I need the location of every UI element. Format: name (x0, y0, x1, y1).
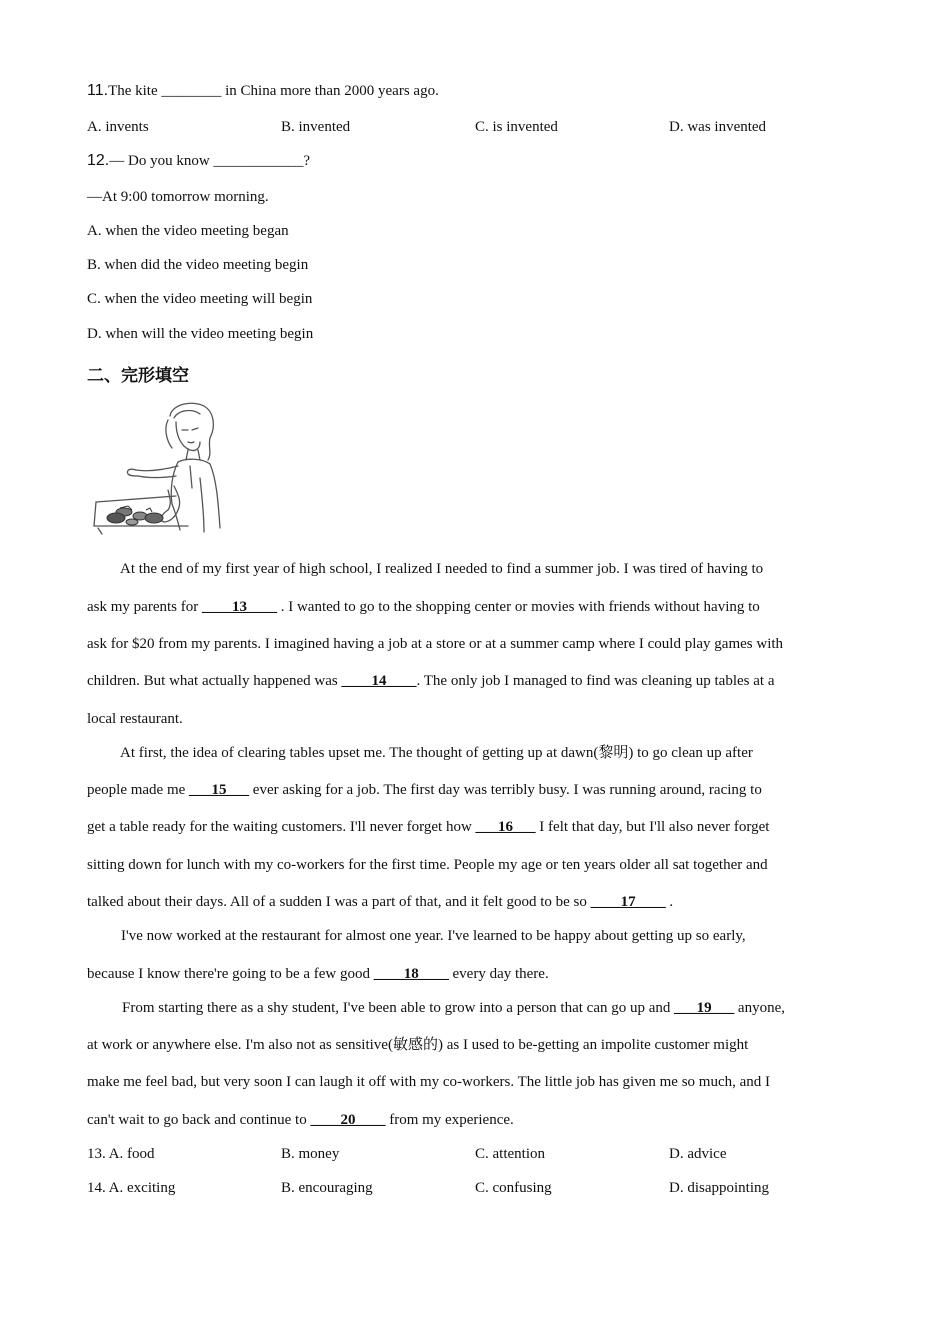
passage-text: ask my parents for (87, 599, 202, 615)
question-text: — Do you know ____________? (109, 153, 311, 169)
passage-text: people made me (87, 782, 190, 798)
blank-14: ____14____ (341, 673, 417, 689)
passage-text: . I wanted to go to the shopping center or movies with friends without having to (276, 599, 760, 615)
passage-line: at work or anywhere else. I'm also not as sensitive(敏感的) as I used to be-getting an impolite customer might (87, 1037, 749, 1053)
passage-line: At the end of my first year of high school, I realized I needed to find a summer job. I was tired of having to (120, 561, 764, 577)
passage-text: talked about their days. All of a sudden I was a part of that, and it felt good to be so (87, 894, 591, 910)
q12-option-c: C. when the video meeting will begin (87, 291, 313, 307)
passage-text: because I know there're going to be a few good (87, 966, 374, 982)
q14-option-b: B. encouraging (281, 1180, 373, 1196)
q11-option-d: D. was invented (669, 119, 767, 135)
q13-option-a: 13. A. food (87, 1146, 155, 1162)
q12-option-b: B. when did the video meeting begin (87, 257, 309, 273)
passage-text: . The only job I managed to find was cleaning up tables at a (416, 673, 775, 689)
passage-line (87, 817, 877, 837)
passage-line: I've now worked at the restaurant for almost one year. I've learned to be happy about getting up so early, (121, 928, 746, 944)
passage-line (87, 780, 877, 800)
waitress-illustration (92, 398, 232, 536)
passage-line (87, 964, 877, 984)
q12-option-d: D. when will the video meeting begin (87, 326, 314, 342)
q13-option-d: D. advice (669, 1146, 727, 1162)
q14-option-c: C. confusing (475, 1180, 552, 1196)
blank-13: ____13____ (201, 599, 277, 615)
passage-text: ever asking for a job. The first day was terribly busy. I was running around, racing to (249, 782, 762, 798)
passage-text: children. But what actually happened was (87, 673, 342, 689)
passage-line: ask for $20 from my parents. I imagined having a job at a store or at a summer camp where I could play games with (87, 636, 784, 652)
question-number: 12. (87, 152, 110, 169)
blank-19: ___19___ (674, 1000, 735, 1016)
q13-option-b: B. money (281, 1146, 340, 1162)
blank-15: ___15___ (189, 782, 250, 798)
passage-text: anyone, (734, 1000, 785, 1016)
blank-20: ____20____ (310, 1112, 386, 1128)
section-heading: 二、完形填空 (87, 366, 189, 386)
blank-18: ____18____ (373, 966, 449, 982)
passage-text: can't wait to go back and continue to (87, 1112, 311, 1128)
q11-option-c: C. is invented (475, 119, 558, 135)
passage-text: every day there. (448, 966, 549, 982)
passage-line (87, 892, 877, 912)
passage-line (87, 1110, 877, 1130)
q11-option-b: B. invented (281, 119, 351, 135)
q14-option-a: 14. A. exciting (87, 1180, 176, 1196)
passage-text: . (665, 894, 674, 910)
passage-text: from my experience. (385, 1112, 514, 1128)
passage-line (122, 998, 912, 1018)
passage-line (87, 671, 877, 691)
passage-text: From starting there as a shy student, I've been able to grow into a person that can go up and (122, 1000, 675, 1016)
passage-text: I felt that day, but I'll also never forget (535, 819, 770, 835)
blank-17: ____17____ (590, 894, 666, 910)
q12-option-a: A. when the video meeting began (87, 223, 289, 239)
passage-line: local restaurant. (87, 711, 183, 727)
question-number: 11. (87, 82, 109, 99)
question-text: The kite ________ in China more than 2000 years ago. (108, 83, 439, 99)
passage-line: At first, the idea of clearing tables upset me. The thought of getting up at dawn(黎明) to go clean up after (120, 745, 753, 761)
passage-line (87, 597, 877, 617)
question-12-stem (87, 151, 310, 171)
passage-line: sitting down for lunch with my co-workers for the first time. People my age or ten years older all sat together and (87, 857, 768, 873)
blank-16: ___16___ (475, 819, 536, 835)
question-11-stem (87, 81, 439, 101)
q14-option-d: D. disappointing (669, 1180, 769, 1196)
passage-line: make me feel bad, but very soon I can laugh it off with my co-workers. The little job has given me so much, and I (87, 1074, 771, 1090)
q11-option-a: A. invents (87, 119, 149, 135)
q12-reply: —At 9:00 tomorrow morning. (87, 189, 269, 205)
passage-text: get a table ready for the waiting customers. I'll never forget how (87, 819, 476, 835)
q13-option-c: C. attention (475, 1146, 545, 1162)
